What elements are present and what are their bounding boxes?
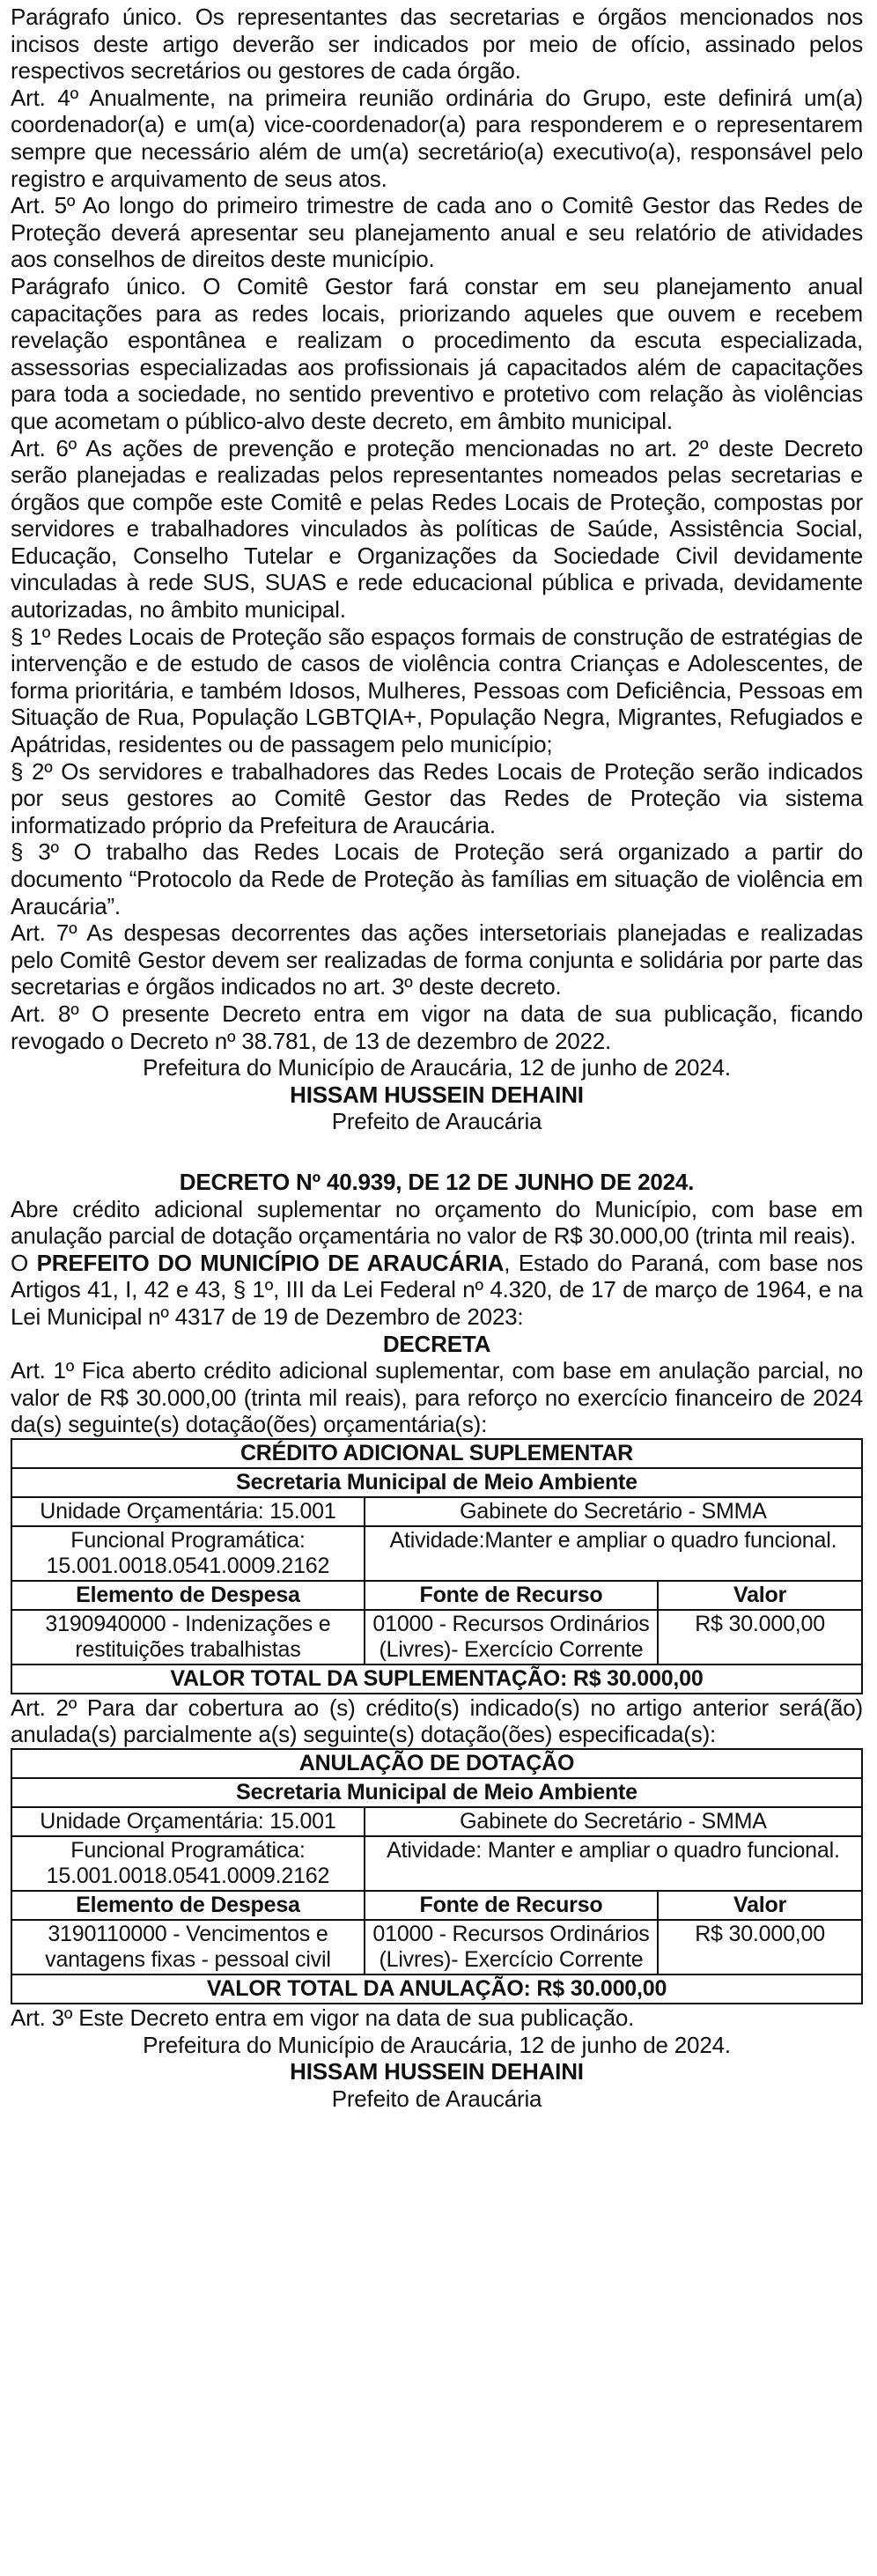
place-date: Prefeitura do Município de Araucária, 12 de junho de 2024. xyxy=(143,1054,731,1081)
table-funcional: Funcional Programática: 15.001.0018.0541.0009.2162 xyxy=(11,1526,365,1581)
table-total: VALOR TOTAL DA SUPLEMENTAÇÃO: R$ 30.000,00 xyxy=(11,1664,862,1694)
signer-role: Prefeito de Araucária xyxy=(331,2085,542,2112)
article-7: Art. 7º As despesas decorrentes das ações intersetoriais planejadas e realizadas pelo Comitê Gestor devem ser realizadas de forma conjunta e solidária por parte das secretarias e órgãos indicados no art. 3º deste decreto. xyxy=(11,919,863,1000)
cell-elemento: 3190110000 - Vencimentos e vantagens fixas - pessoal civil xyxy=(11,1920,365,1974)
cell-valor: R$ 30.000,00 xyxy=(658,1920,862,1974)
article-6-paragraph-3: § 3º O trabalho das Redes Locais de Proteção será organizado a partir do documento “Protocolo da Rede de Proteção às famílias em situação de violência em Araucária”. xyxy=(11,838,863,919)
article-5: Art. 5º Ao longo do primeiro trimestre de cada ano o Comitê Gestor das Redes de Proteção deverá apresentar seu planejamento anual e seu relatório de atividades aos conselhos de direitos deste município. xyxy=(11,192,863,273)
table-unidade: Unidade Orçamentária: 15.001 xyxy=(11,1497,365,1526)
cell-fonte: 01000 - Recursos Ordinários (Livres)- Exercício Corrente xyxy=(365,1920,658,1974)
signer-role: Prefeito de Araucária xyxy=(331,1108,542,1135)
article-3: Art. 3º Este Decreto entra em vigor na data de sua publicação. xyxy=(11,2004,635,2032)
table-gabinete: Gabinete do Secretário - SMMA xyxy=(365,1497,862,1526)
signer-name: HISSAM HUSSEIN DEHAINI xyxy=(290,2058,584,2085)
article-4: Art. 4º Anualmente, na primeira reunião ordinária do Grupo, este definirá um(a) coordenador(a) e um(a) vice-coordenador(a) para responderem e o representarem sempre que necessário além de um(a) secretário(a) executivo(a), responsável pelo registro e arquivamento de seus atos. xyxy=(11,84,863,192)
decree-preamble xyxy=(11,1250,863,1331)
table-secretaria: Secretaria Municipal de Meio Ambiente xyxy=(11,1468,862,1497)
credit-supplement-table xyxy=(11,1438,863,1694)
article-8: Art. 8º O presente Decreto entra em vigor na data de sua publicação, ficando revogado o Decreto nº 38.781, de 13 de dezembro de 2022. xyxy=(11,1000,863,1054)
section-gap xyxy=(11,1135,863,1169)
cell-fonte: 01000 - Recursos Ordinários (Livres)- Exercício Corrente xyxy=(365,1610,658,1664)
decree-title: DECRETO Nº 40.939, DE 12 DE JUNHO DE 2024. xyxy=(179,1168,695,1195)
place-date: Prefeitura do Município de Araucária, 12 de junho de 2024. xyxy=(143,2031,731,2058)
paragraph-unico-art3: Parágrafo único. Os representantes das secretarias e órgãos mencionados nos incisos deste artigo deverão ser indicados por meio de ofício, assinado pelos respectivos secretários ou gestores de cada órgão. xyxy=(11,4,863,85)
table-title: CRÉDITO ADICIONAL SUPLEMENTAR xyxy=(11,1439,862,1468)
table-atividade: Atividade:Manter e ampliar o quadro funcional. xyxy=(365,1526,862,1581)
preamble-rest: , Estado do Paraná, com base nos Artigos 41, I, 42 e 43, § 1º, III da Lei Federal nº 4.320, de 17 de março de 1964, e na Lei Municipal nº 4317 de 19 de Dezembro de 2023: xyxy=(11,1249,864,1330)
column-header-valor: Valor xyxy=(658,1581,862,1610)
preamble-authority: PREFEITO DO MUNICÍPIO DE ARAUCÁRIA xyxy=(36,1249,505,1276)
table-unidade: Unidade Orçamentária: 15.001 xyxy=(11,1807,365,1836)
decreta-heading: DECRETA xyxy=(382,1330,491,1357)
gazette-page xyxy=(11,0,863,2112)
decree-40939-section xyxy=(11,1169,863,2113)
column-header-fonte: Fonte de Recurso xyxy=(365,1891,658,1920)
cell-elemento: 3190940000 - Indenizações e restituições trabalhistas xyxy=(11,1610,365,1664)
column-header-fonte: Fonte de Recurso xyxy=(365,1581,658,1610)
article-1: Art. 1º Fica aberto crédito adicional suplementar, com base em anulação parcial, no valor de R$ 30.000,00 (trinta mil reais), para reforço no exercício financeiro de 2024 da(s) seguinte(s) dotação(ões) orçamentária(s): xyxy=(11,1357,863,1438)
table-total: VALOR TOTAL DA ANULAÇÃO: R$ 30.000,00 xyxy=(11,1974,862,2004)
column-header-elemento: Elemento de Despesa xyxy=(11,1581,365,1610)
column-header-valor: Valor xyxy=(658,1891,862,1920)
article-6-paragraph-1: § 1º Redes Locais de Proteção são espaços formais de construção de estratégias de intervenção e de estudo de casos de violência contra Crianças e Adolescentes, de forma prioritária, e também Idosos, Mulheres, Pessoas com Deficiência, Pessoas em Situação de Rua, População LGBTQIA+, População Negra, Migrantes, Refugiados e Apátridas, residentes ou de passagem pelo município; xyxy=(11,623,863,758)
decree-summary: Abre crédito adicional suplementar no orçamento do Município, com base em anulação parcial de dotação orçamentária no valor de R$ 30.000,00 (trinta mil reais). xyxy=(11,1195,863,1250)
table-secretaria: Secretaria Municipal de Meio Ambiente xyxy=(11,1778,862,1807)
cell-valor: R$ 30.000,00 xyxy=(658,1610,862,1664)
annulment-table xyxy=(11,1748,863,2004)
paragraph-unico-art5: Parágrafo único. O Comitê Gestor fará constar em seu planejamento anual capacitações para as redes locais, priorizando aqueles que ouvem e recebem revelação espontânea e realizam o procedimento da escuta especializada, assessorias especializadas aos profissionais já capacitados além de capacitações para toda a sociedade, no sentido preventivo e protetivo com relação às violências que acometam o público-alvo deste decreto, em âmbito municipal. xyxy=(11,272,863,434)
table-gabinete: Gabinete do Secretário - SMMA xyxy=(365,1807,862,1836)
decree-previous-section xyxy=(11,4,863,1135)
signer-name: HISSAM HUSSEIN DEHAINI xyxy=(290,1081,584,1108)
column-header-elemento: Elemento de Despesa xyxy=(11,1891,365,1920)
preamble-lead: O xyxy=(11,1249,29,1276)
table-funcional: Funcional Programática: 15.001.0018.0541.0009.2162 xyxy=(11,1836,365,1891)
table-atividade: Atividade: Manter e ampliar o quadro funcional. xyxy=(365,1836,862,1891)
article-6-paragraph-2: § 2º Os servidores e trabalhadores das Redes Locais de Proteção serão indicados por seus gestores ao Comitê Gestor das Redes de Proteção via sistema informatizado próprio da Prefeitura de Araucária. xyxy=(11,757,863,838)
article-6: Art. 6º As ações de prevenção e proteção mencionadas no art. 2º deste Decreto serão planejadas e realizadas pelos representantes nomeados pelas secretarias e órgãos que compõe este Comitê e pelas Redes Locais de Proteção, compostas por servidores e trabalhadores vinculados às políticas de Saúde, Assistência Social, Educação, Conselho Tutelar e Organizações da Sociedade Civil devidamente vinculadas à rede SUS, SUAS e rede educacional pública e privada, devidamente autorizadas, no âmbito municipal. xyxy=(11,434,863,624)
article-2: Art. 2º Para dar cobertura ao (s) crédito(s) indicado(s) no artigo anterior será(ão) anulada(s) parcialmente a(s) seguinte(s) dotação(ões) especificada(s): xyxy=(11,1694,863,1748)
table-title: ANULAÇÃO DE DOTAÇÃO xyxy=(11,1749,862,1778)
